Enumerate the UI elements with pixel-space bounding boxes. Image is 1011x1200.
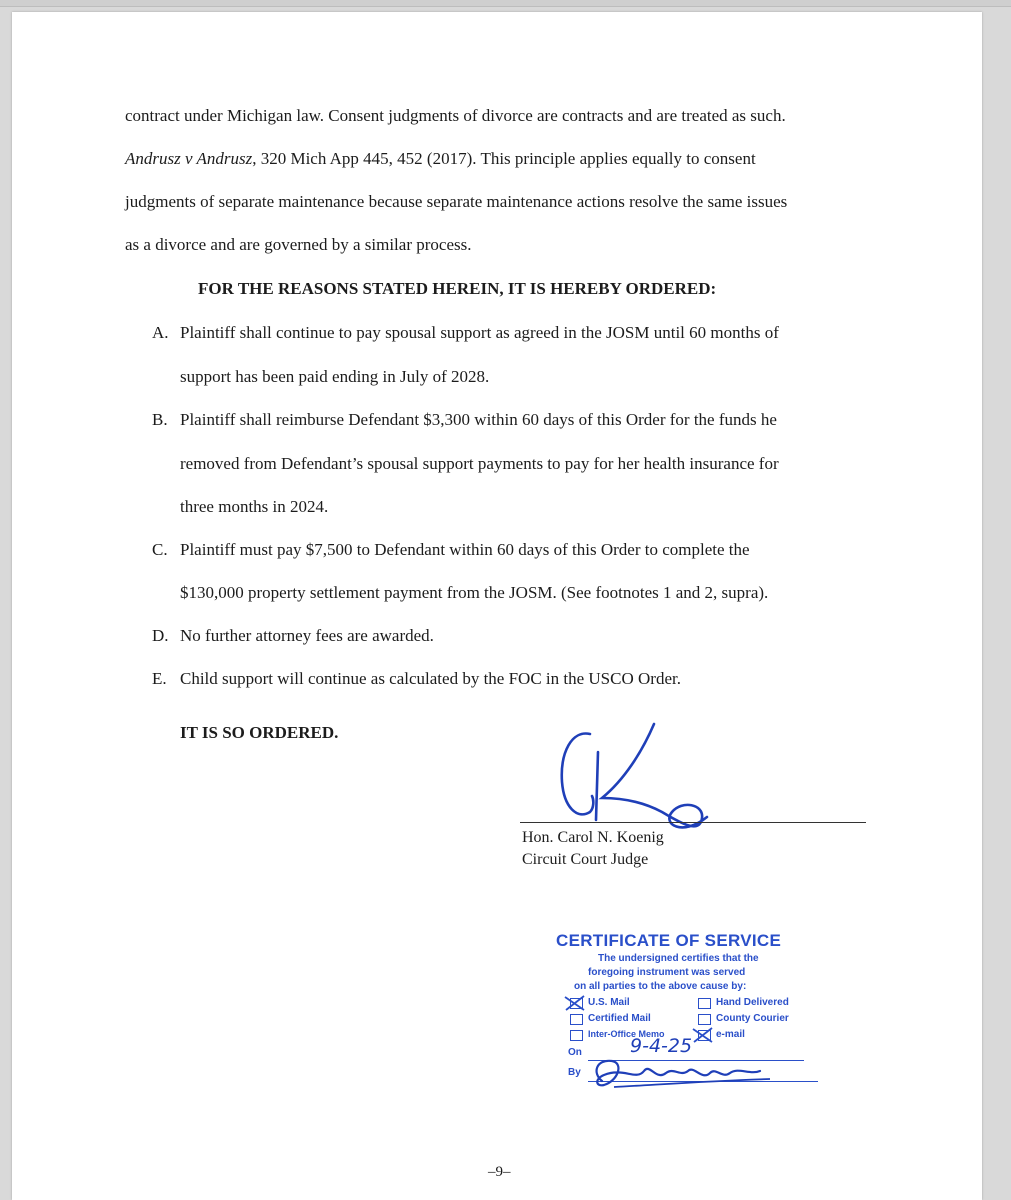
order-b-line-3: three months in 2024. — [180, 497, 329, 516]
option-county-courier: County Courier — [716, 1013, 789, 1024]
order-e-line-1: Child support will continue as calculated by the FOC in the USCO Order. — [180, 669, 681, 688]
order-b-line-1: Plaintiff shall reimburse Defendant $3,300 within 60 days of this Order for the funds he — [180, 410, 777, 429]
page-number: –9– — [488, 1164, 511, 1180]
judge-title: Circuit Court Judge — [522, 851, 649, 868]
viewer-top-strip — [0, 0, 1011, 7]
order-a-line-1: Plaintiff shall continue to pay spousal support as agreed in the JOSM until 60 months of — [180, 323, 779, 342]
certificate-line-2: foregoing instrument was served — [588, 967, 746, 978]
document-page — [12, 12, 982, 1200]
order-marker-d: D. — [152, 626, 169, 645]
order-marker-c: C. — [152, 540, 168, 559]
case-citation-rest: , 320 Mich App 445, 452 (2017). This principle applies equally to consent — [252, 149, 756, 168]
closing-statement: IT IS SO ORDERED. — [180, 723, 339, 742]
signature-line — [520, 822, 866, 823]
order-b-line-2: removed from Defendant’s spousal support payments to pay for her health insurance for — [180, 454, 779, 473]
order-c-line-1: Plaintiff must pay $7,500 to Defendant within 60 days of this Order to complete the — [180, 540, 750, 559]
order-heading: FOR THE REASONS STATED HEREIN, IT IS HEREBY ORDERED: — [198, 279, 717, 298]
county-courier-checkbox — [698, 1014, 711, 1025]
order-marker-b: B. — [152, 410, 168, 429]
option-inter-office-memo: Inter-Office Memo — [588, 1029, 665, 1039]
order-a-line-2: support has been paid ending in July of 2028. — [180, 367, 490, 386]
certificate-of-service-stamp — [548, 925, 814, 1095]
option-certified-mail: Certified Mail — [588, 1013, 651, 1024]
hand-delivered-checkbox — [698, 998, 711, 1009]
judge-name: Hon. Carol N. Koenig — [522, 829, 664, 846]
certificate-line-1: The undersigned certifies that the — [598, 953, 759, 964]
option-email: e-mail — [716, 1029, 745, 1040]
case-citation-name: Andrusz v Andrusz — [125, 149, 253, 168]
inter-office-checkbox — [570, 1030, 583, 1041]
body-line-3: judgments of separate maintenance because separate maintenance actions resolve the same issues — [125, 192, 788, 211]
on-label: On — [568, 1047, 582, 1058]
service-date: 9-4-25 — [630, 1035, 693, 1057]
by-label: By — [568, 1067, 581, 1078]
option-hand-delivered: Hand Delivered — [716, 997, 789, 1008]
check-mark-icon — [562, 993, 588, 1013]
order-d-line-1: No further attorney fees are awarded. — [180, 626, 434, 645]
body-line-4: as a divorce and are governed by a similar process. — [125, 235, 472, 254]
option-us-mail: U.S. Mail — [588, 997, 630, 1008]
certificate-line-3: on all parties to the above cause by: — [574, 981, 747, 992]
body-line-2 — [125, 149, 756, 169]
clerk-signature — [584, 1051, 784, 1095]
order-marker-a: A. — [152, 323, 169, 342]
certified-mail-checkbox — [570, 1014, 583, 1025]
body-line-1: contract under Michigan law. Consent judgments of divorce are contracts and are treated as such. — [125, 106, 786, 125]
order-c-line-2: $130,000 property settlement payment from the JOSM. (See footnotes 1 and 2, supra). — [180, 583, 769, 602]
order-marker-e: E. — [152, 669, 167, 688]
certificate-title: CERTIFICATE OF SERVICE — [556, 931, 782, 950]
check-mark-icon — [690, 1025, 716, 1045]
